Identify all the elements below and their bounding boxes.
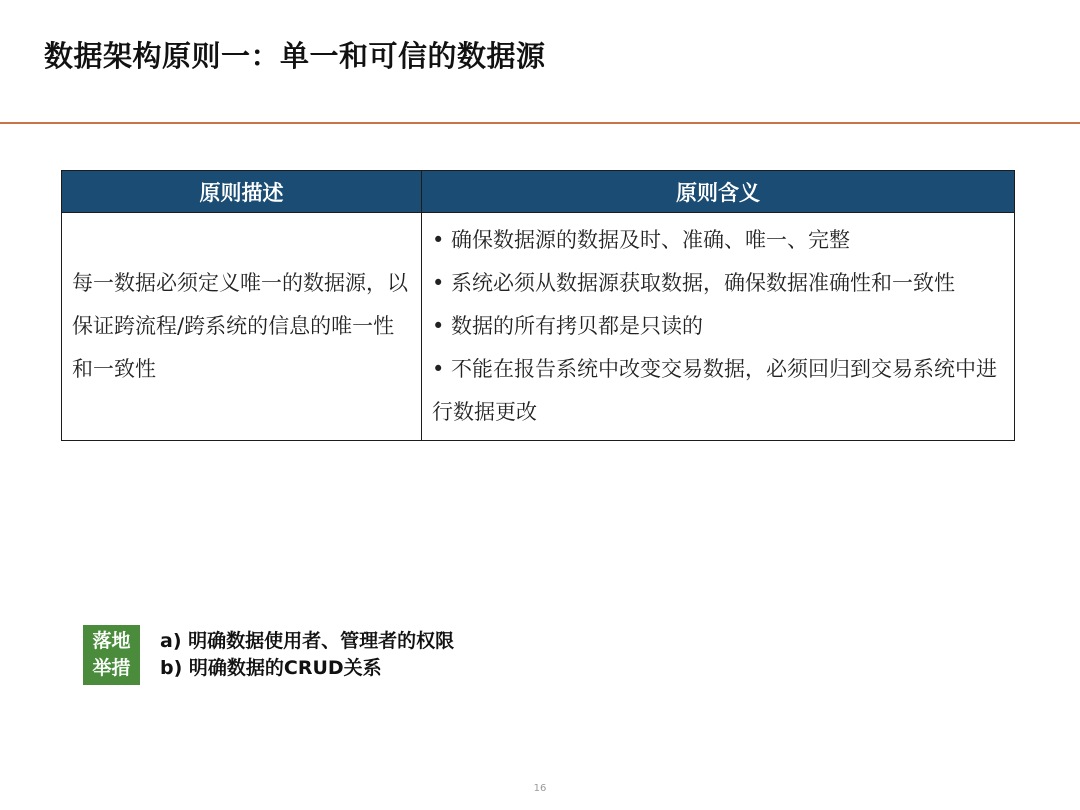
landing-badge: [83, 625, 140, 685]
principle-meaning-list: [422, 213, 1015, 441]
badge-line: 落地: [92, 630, 131, 652]
meaning-item: • 系统必须从数据源获取数据，确保数据准确性和一致性: [432, 271, 956, 295]
page-number: 16: [533, 783, 547, 794]
title-divider: [0, 122, 1080, 124]
landing-measures: [83, 625, 454, 685]
landing-item: b) 明确数据的CRUD关系: [160, 657, 382, 679]
header-principle-meaning: 原则含义: [422, 171, 1015, 213]
header-principle-description: 原则描述: [62, 171, 422, 213]
meaning-item: • 数据的所有拷贝都是只读的: [432, 314, 704, 338]
principle-description: 每一数据必须定义唯一的数据源，以保证跨流程/跨系统的信息的唯一性和一致性: [62, 213, 422, 441]
meaning-item: • 确保数据源的数据及时、准确、唯一、完整: [432, 228, 851, 252]
badge-line: 举措: [92, 657, 131, 679]
table-header-row: [62, 171, 1015, 213]
landing-item-list: [160, 628, 454, 682]
table-row: [62, 213, 1015, 441]
meaning-item: • 不能在报告系统中改变交易数据，必须回归到交易系统中进行数据更改: [432, 357, 998, 424]
principle-table: [61, 170, 1015, 441]
slide-title: 数据架构原则一：单一和可信的数据源: [44, 39, 546, 73]
landing-item: a) 明确数据使用者、管理者的权限: [160, 630, 455, 652]
